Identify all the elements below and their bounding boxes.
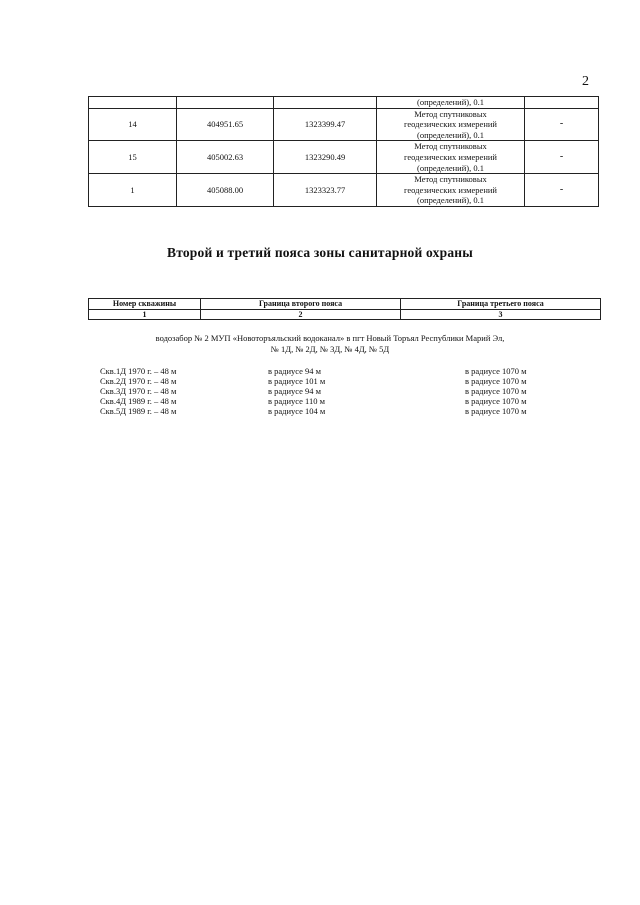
water-intake-title [100,333,560,355]
table-header-row [89,299,601,310]
method-line: Метод спутниковых [414,174,487,185]
x-cell: 404951.65 [177,108,274,141]
point-cell: 14 [89,108,177,141]
third-zone-radius: в радиусе 1070 м [465,406,527,416]
header-second-zone: Граница второго пояса [201,299,401,310]
point-cell: 1 [89,174,177,207]
method-cell [377,141,525,174]
second-zone-radius: в радиусе 94 м [268,366,322,376]
note-cell [525,97,599,109]
y-cell: 1323399.47 [274,108,377,141]
table-row [89,97,599,109]
table-row [89,141,599,174]
page-number: 2 [582,74,589,89]
column-number: 3 [401,309,601,320]
list-item [100,376,580,386]
method-line: Метод спутниковых [414,108,487,119]
coordinates-table [88,96,599,207]
note-cell: - [525,108,599,141]
table-row [89,174,599,207]
intake-title-line: водозабор № 2 МУП «Новоторъяльский водоканал» в пгт Новый Торъял Республики Марий Эл, [155,333,505,343]
intake-title-line: № 1Д, № 2Д, № 3Д, № 4Д, № 5Д [270,344,390,354]
x-cell: 405088.00 [177,174,274,207]
well-name: Скв.1Д 1970 г. – 48 м [100,366,177,376]
well-name: Скв.3Д 1970 г. – 48 м [100,386,177,396]
point-cell: 15 [89,141,177,174]
point-cell [89,97,177,109]
note-cell: - [525,141,599,174]
y-cell: 1323323.77 [274,174,377,207]
x-cell [177,97,274,109]
y-cell: 1323290.49 [274,141,377,174]
second-zone-radius: в радиусе 104 м [268,406,326,416]
column-number: 2 [201,309,401,320]
third-zone-radius: в радиусе 1070 м [465,386,527,396]
note-cell: - [525,174,599,207]
well-name: Скв.4Д 1989 г. – 48 м [100,396,177,406]
table-number-row [89,309,601,320]
method-line: (определений), 0.1 [416,129,484,140]
method-cell [377,174,525,207]
method-line: геодезических измерений [404,119,497,130]
second-zone-radius: в радиусе 101 м [268,376,326,386]
method-line: (определений), 0.1 [416,162,484,173]
list-item [100,386,580,396]
well-name: Скв.5Д 1989 г. – 48 м [100,406,177,416]
second-zone-radius: в радиусе 94 м [268,386,322,396]
well-name: Скв.2Д 1970 г. – 48 м [100,376,177,386]
list-item [100,396,580,406]
method-cell [377,108,525,141]
header-well-number: Номер скважины [89,299,201,310]
x-cell: 405002.63 [177,141,274,174]
third-zone-radius: в радиусе 1070 м [465,396,527,406]
method-line: (определений), 0.1 [416,195,484,206]
well-list [100,366,580,416]
list-item [100,406,580,416]
section-title: Второй и третий пояса зоны санитарной охраны [166,245,474,260]
zones-table [88,298,601,320]
list-item [100,366,580,376]
header-third-zone: Граница третьего пояса [401,299,601,310]
method-line: геодезических измерений [404,184,497,195]
column-number: 1 [89,309,201,320]
third-zone-radius: в радиусе 1070 м [465,376,527,386]
table-row [89,108,599,141]
y-cell [274,97,377,109]
method-line: геодезических измерений [404,151,497,162]
third-zone-radius: в радиусе 1070 м [465,366,527,376]
method-line: Метод спутниковых [414,141,487,152]
method-cell: (определений), 0.1 [377,97,525,109]
second-zone-radius: в радиусе 110 м [268,396,325,406]
